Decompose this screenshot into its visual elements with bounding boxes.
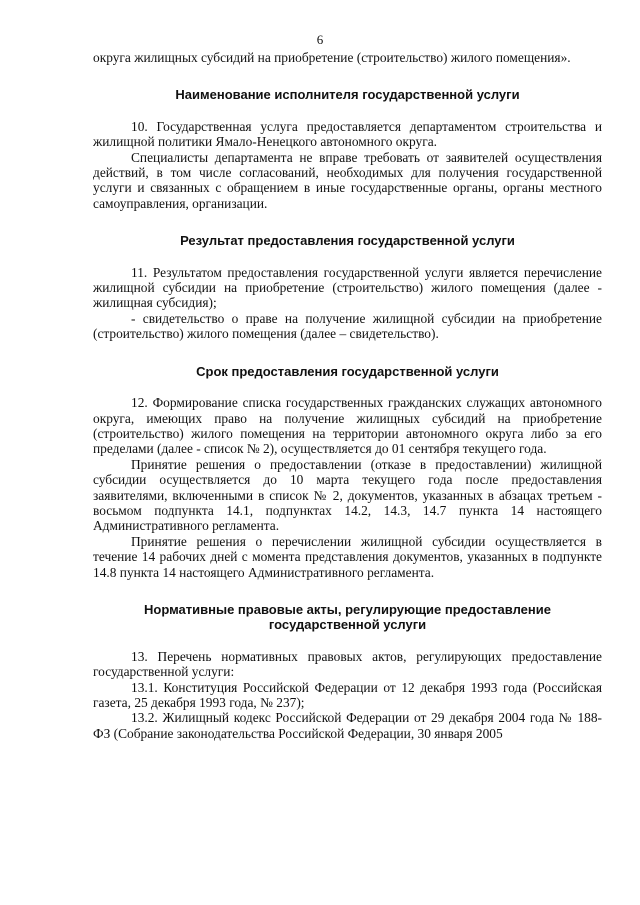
section-heading-legal-acts-line2: государственной услуги	[268, 617, 427, 633]
paragraph-11-certificate: - свидетельство о праве на получение жилищной субсидии на приобретение (строительство) жилого помещения (далее – свидетельство).	[93, 310, 602, 342]
intro-paragraph: округа жилищных субсидий на приобретение (строительство) жилого помещения».	[93, 50, 571, 65]
section-heading-term: Срок предоставления государственной услуги	[196, 363, 499, 379]
paragraph-13-1: 13.1. Конституция Российской Федерации от 12 декабря 1993 года (Российская газета, 25 декабря 1993 года, № 237);	[93, 679, 602, 710]
paragraph-12-decision: Принятие решения о предоставлении (отказе в предоставлении) жилищной субсидии осуществляется до 10 марта текущего года после предоставления заявителями, включенными в список № 2, документов, указанных в абзацах третьем - восьмом подпункта 14.1, подпунктах 14.2, 14.3, 14.7 пункта 14 настоящего Административного регламента.	[93, 456, 602, 534]
paragraph-10: 10. Государственная услуга предоставляется департаментом строительства и жилищной политики Ямало-Ненецкого автономного округа.	[93, 118, 602, 150]
page-number: 6	[316, 32, 324, 47]
paragraph-11: 11. Результатом предоставления государственной услуги является перечисление жилищной субсидии на приобретение (строительство) жилого помещения (далее - жилищная субсидия);	[93, 264, 602, 311]
paragraph-12: 12. Формирование списка государственных гражданских служащих автономного округа, имеющих право на получение жилищных субсидий на приобретение (строительство) жилого помещения на территории автономного округа либо за его пределами (далее - список № 2), осуществляется до 01 сентября текущего года.	[93, 395, 602, 457]
paragraph-10-specialists: Специалисты департамента не вправе требовать от заявителей осуществления действий, в том числе согласований, необходимых для получения государственной услуги и связанных с обращением в иные государственные органы, органы местного самоуправления, организации.	[93, 149, 602, 211]
page-content	[93, 50, 602, 741]
paragraph-13-2: 13.2. Жилищный кодекс Российской Федерации от 29 декабря 2004 года № 188-ФЗ (Собрание законодательства Российской Федерации, 30 января 2005	[93, 710, 602, 741]
paragraph-13: 13. Перечень нормативных правовых актов, регулирующих предоставление государственной услуги:	[93, 648, 602, 680]
section-heading-legal-acts-line1: Нормативные правовые акты, регулирующие предоставление	[144, 601, 551, 617]
section-heading-result: Результат предоставления государственной услуги	[180, 233, 515, 249]
paragraph-12-transfer: Принятие решения о перечислении жилищной субсидии осуществляется в течение 14 рабочих дней с момента представления документов, указанных в подпункте 14.8 пункта 14 настоящего Административного регламента.	[93, 533, 602, 580]
section-heading-executor: Наименование исполнителя государственной услуги	[175, 87, 520, 103]
